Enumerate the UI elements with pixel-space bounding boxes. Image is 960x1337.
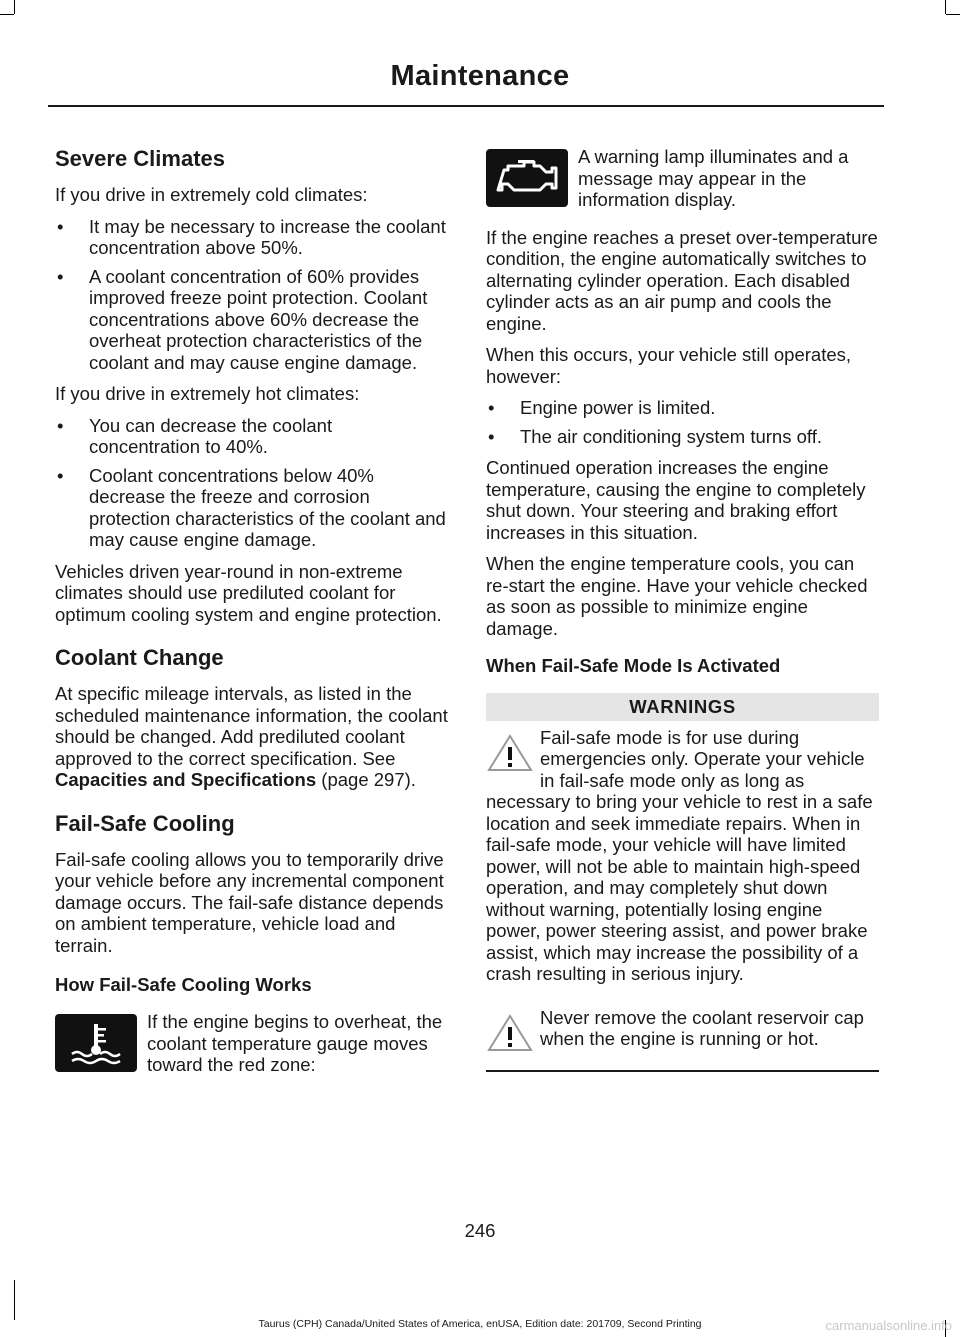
warning-text: Never remove the coolant reservoir cap when the engine is running or hot. [540,1006,864,1049]
cold-bullet-list [55,216,448,374]
bullet: • [57,464,64,486]
bullet: • [488,397,495,418]
occurs-bullet-list [486,397,879,447]
list-item: • You can decrease the coolant concentration to 40%. [57,414,333,457]
footer-edition: Taurus (CPH) Canada/United States of America, enUSA, Edition date: 201709, Second Printing [258,1318,702,1330]
capacities-link[interactable]: Capacities and Specifications [55,769,317,790]
warning-item [486,1007,879,1050]
warnings-end-divider [486,1070,879,1072]
crop-mark [946,14,960,15]
section-heading-fail-safe-cooling: Fail-Safe Cooling [55,810,235,836]
section-heading-coolant-change: Coolant Change [55,645,224,670]
hot-intro: If you drive in extremely hot climates: [55,383,360,404]
continued-paragraph: Continued operation increases the engine temperature, causing the engine to completely shut down. Your steering and braking effort increases in this situation. [486,457,866,543]
vehicles-paragraph: Vehicles driven year-round in non-extreme climates should use prediluted coolant for optimum cooling system and engine protection. [55,560,442,625]
warning-item [486,727,879,985]
bullet: • [57,414,64,436]
crop-mark [14,0,15,14]
list-item: • A coolant concentration of 60% provides improved freeze point protection. Coolant concentrations above 60% decrease the overheat protection characteristics of the coolant and may cause engine damage. [57,265,428,373]
crop-mark [0,14,14,15]
section-heading-severe-climates: Severe Climates [55,146,225,171]
cools-paragraph: When the engine temperature cools, you can re-start the engine. Have your vehicle checked as soon as possible to minimize engine damage. [486,553,868,639]
warning-triangle-icon [486,733,534,773]
subheading-fail-safe-activated: When Fail-Safe Mode Is Activated [486,655,781,676]
warnings-header: WARNINGS [486,693,879,721]
check-engine-icon [486,149,568,207]
coolant-gauge-text: If the engine begins to overheat, the coolant temperature gauge moves toward the red zone: [147,1011,443,1075]
page-title: Maintenance [390,60,570,92]
warning-lamp-text: A warning lamp illuminates and a message may appear in the information display. [578,146,849,210]
coolant-temperature-icon [55,1014,137,1072]
list-item: • Coolant concentrations below 40% decrease the freeze and corrosion protection characteristics of the coolant and may cause engine damage. [57,464,446,550]
warning-lamp-row [486,146,879,211]
watermark: carmanualsonline.info [825,1318,952,1333]
crop-mark [945,0,946,14]
warning-triangle-icon [486,1013,534,1053]
list-item: • Engine power is limited. [488,397,716,418]
fail-safe-paragraph: Fail-safe cooling allows you to temporarily drive your vehicle before any incremental component damage occurs. The fail-safe distance depends on ambient temperature, vehicle load and terrain. [55,848,444,956]
subheading-how-fail-safe-works: How Fail-Safe Cooling Works [55,974,312,995]
list-item: • It may be necessary to increase the coolant concentration above 50%. [57,215,446,258]
warning-text: Fail-safe mode is for use during emergencies only. Operate your vehicle in fail-safe mode only as long as necessary to bring your vehicle to rest in a safe location and seek immediate repairs. When in fail-safe mode, your vehicle will have limited power, will not be able to maintain high-speed operation, and may completely shut down without warning, potentially losing engine power, power steering assist, and power brake assist, which may increase the possibility of a crash resulting in serious injury. [486,726,873,984]
bullet: • [57,265,64,287]
coolant-change-paragraph: At specific mileage intervals, as listed in the scheduled maintenance information, the coolant should be changed. Add prediluted coolant approved to the correct specification. See Capacities and Specifications (page 297). [55,683,448,790]
coolant-gauge-row [55,1011,448,1076]
occurs-paragraph: When this occurs, your vehicle still operates, however: [486,344,852,387]
right-column [486,146,879,1072]
preset-paragraph: If the engine reaches a preset over-temperature condition, the engine automatically switches to alternating cylinder operation. Each disabled cylinder acts as an air pump and cools the engine. [486,226,878,334]
cold-intro: If you drive in extremely cold climates: [55,184,368,205]
bullet: • [488,425,495,447]
bullet: • [57,215,64,237]
left-column [55,146,448,1092]
list-item: • The air conditioning system turns off. [488,425,822,447]
page-number: 246 [464,1220,496,1241]
crop-mark [14,1280,15,1320]
hot-bullet-list [55,415,448,551]
header-divider [48,105,884,107]
